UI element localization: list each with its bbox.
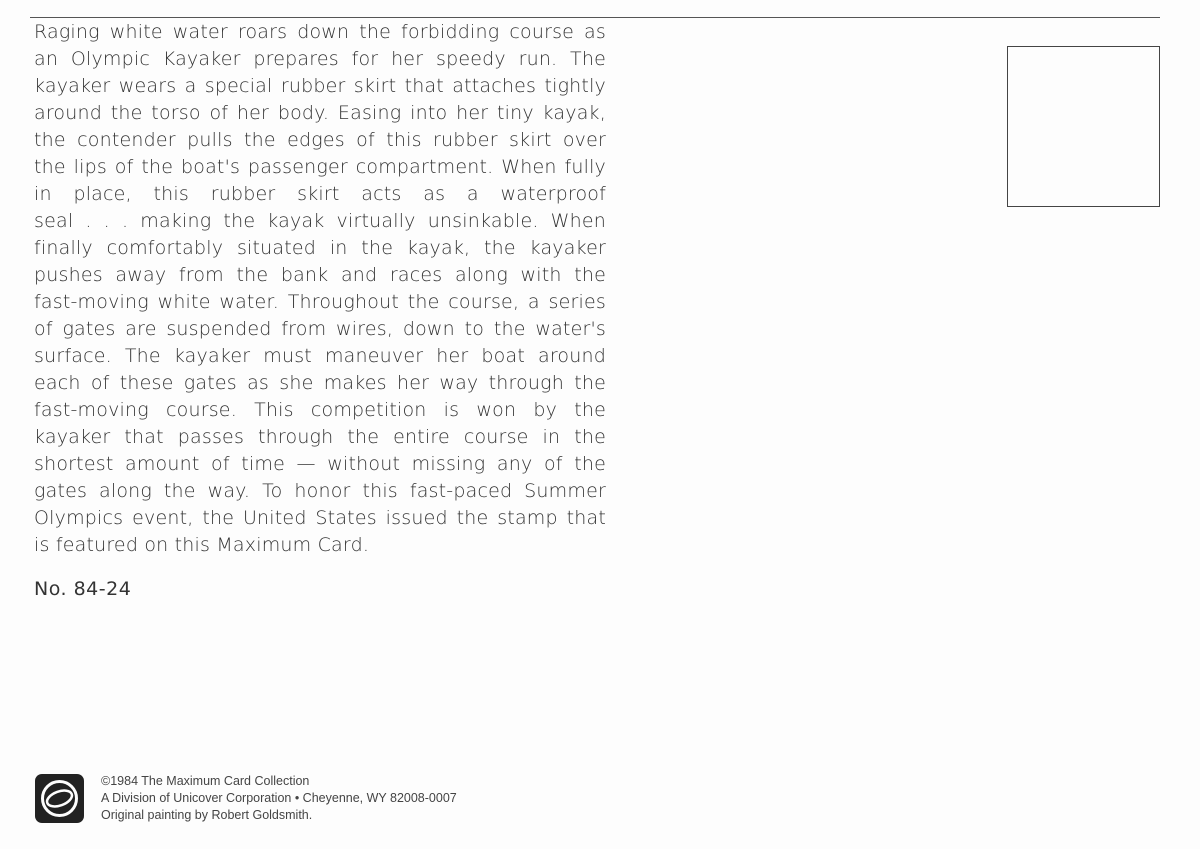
publisher-address-line: A Division of Unicover Corporation • Cheyenne, WY 82008-0007 <box>101 791 457 805</box>
logo-emblem <box>35 774 84 823</box>
description-line: the contender pulls the edges of this rubber skirt over <box>34 129 606 151</box>
copyright-line: ©1984 The Maximum Card Collection <box>101 774 310 788</box>
description-line: Olympics event, the United States issued the stamp that <box>34 507 606 529</box>
description-line: Raging white water roars down the forbidding course as <box>34 21 606 43</box>
description-line: around the torso of her body. Easing into her tiny kayak, <box>34 102 606 124</box>
description-line: in place, this rubber skirt acts as a waterproof <box>34 183 606 205</box>
description-line: surface. The kayaker must maneuver her boat around <box>34 345 606 367</box>
description-line: shortest amount of time — without missing any of the <box>34 453 606 475</box>
description-line: each of these gates as she makes her way through the <box>34 372 606 394</box>
description-line: gates along the way. To honor this fast-paced Summer <box>34 480 606 502</box>
description-line: kayaker that passes through the entire course in the <box>34 426 606 448</box>
top-divider <box>30 17 1160 18</box>
card-number: No. 84-24 <box>34 578 132 600</box>
description-line: is featured on this Maximum Card. <box>34 534 370 556</box>
description-line: the lips of the boat's passenger compartment. When fully <box>34 156 606 178</box>
artist-credit-line: Original painting by Robert Goldsmith. <box>101 808 313 822</box>
description-line: of gates are suspended from wires, down to the water's <box>34 318 606 340</box>
card-description <box>34 19 606 559</box>
description-line: kayaker wears a special rubber skirt that attaches tightly <box>34 75 606 97</box>
description-line: seal . . . making the kayak virtually unsinkable. When <box>34 210 606 232</box>
description-line: pushes away from the bank and races along with the <box>34 264 606 286</box>
description-line: fast-moving white water. Throughout the course, a series <box>34 291 606 313</box>
description-line: fast-moving course. This competition is won by the <box>34 399 606 421</box>
description-line: an Olympic Kayaker prepares for her speedy run. The <box>34 48 606 70</box>
unicover-logo-icon <box>35 774 84 823</box>
publisher-credits <box>101 773 457 824</box>
stamp-box <box>1007 46 1160 207</box>
description-line: finally comfortably situated in the kayak, the kayaker <box>34 237 606 259</box>
